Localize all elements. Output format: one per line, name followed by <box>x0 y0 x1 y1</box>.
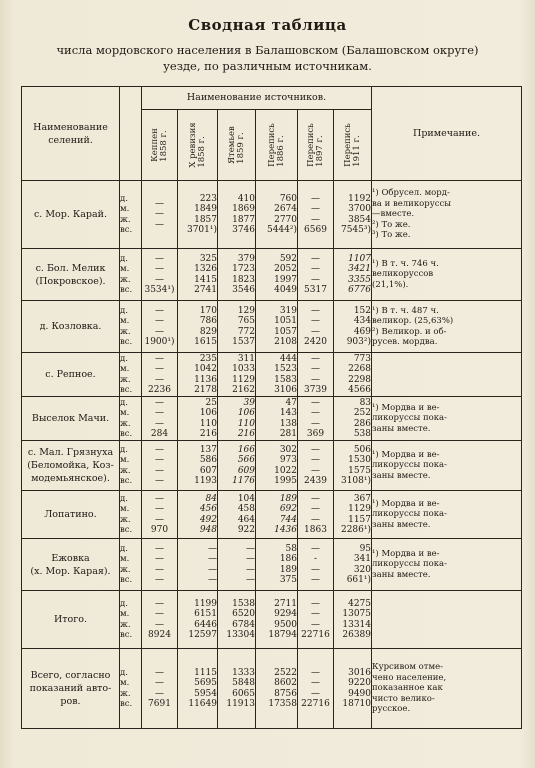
value-cell: — — — 1863 <box>298 491 334 539</box>
table-body <box>22 181 522 729</box>
value-cell: 379 1723 1823 3546 <box>218 249 256 301</box>
value-cell: 302 973 1022 1995 <box>256 441 298 491</box>
value-cell: 311 1033 1129 2162 <box>218 353 256 397</box>
value-cell: 1107 3421 3355 6776 <box>334 249 372 301</box>
value-cell: 1199 6151 6446 12597 <box>178 591 218 649</box>
value-cell: 25 106 110 216 <box>178 397 218 441</box>
category-labels: д. м. ж. вс. <box>120 353 142 397</box>
header-source-2 <box>178 110 218 181</box>
value-cell: 3016 9220 9490 18710 <box>334 649 372 729</box>
value-cell: — — — 22716 <box>298 649 334 729</box>
note-cell: ¹) Мордва и ве- ликоруссы пока- заны вместе. <box>372 491 522 539</box>
value-cell: 592 2052 1997 4049 <box>256 249 298 301</box>
value-cell: — — — 3739 <box>298 353 334 397</box>
table-row <box>22 301 522 353</box>
value-cell: — - — — <box>298 539 334 591</box>
value-cell: 223 1849 1857 3701¹) <box>178 181 218 249</box>
value-cell: — — — 22716 <box>298 591 334 649</box>
category-labels: д. м. ж. вс. <box>120 249 142 301</box>
value-cell: — — — 7691 <box>142 649 178 729</box>
subtitle-line-2: уезде, по различным источникам. <box>163 59 372 73</box>
value-cell: — — — 6569 <box>298 181 334 249</box>
value-cell: — — — 369 <box>298 397 334 441</box>
value-cell: — — — 2439 <box>298 441 334 491</box>
value-cell: 773 2268 2298 4566 <box>334 353 372 397</box>
header-source-label: Кеппен 1858 г. <box>149 128 169 162</box>
value-cell: 83 252 286 538 <box>334 397 372 441</box>
table-row <box>22 249 522 301</box>
note-cell: ¹) Мордва и ве- ликоруссы пока- заны вместе. <box>372 539 522 591</box>
header-source-label: Перепись 1897 г. <box>305 123 325 167</box>
value-cell: 235 1042 1136 2178 <box>178 353 218 397</box>
value-cell: 47 143 138 281 <box>256 397 298 441</box>
place-name: с. Бол. Мелик (Покровское). <box>22 249 120 301</box>
value-cell: 2711 9294 9500 18794 <box>256 591 298 649</box>
value-cell: — — — 2420 <box>298 301 334 353</box>
value-cell: — — — 8924 <box>142 591 178 649</box>
place-name: Ежовка (х. Мор. Карая). <box>22 539 120 591</box>
header-source-4 <box>256 110 298 181</box>
table-row <box>22 649 522 729</box>
value-cell: — — — 5317 <box>298 249 334 301</box>
value-cell: 4275 13075 13314 26389 <box>334 591 372 649</box>
value-cell: — — — 284 <box>142 397 178 441</box>
note-cell: ¹) Мордва и ве- ликоруссы пока- заны вместе. <box>372 441 522 491</box>
place-name: Выселок Мачи. <box>22 397 120 441</box>
place-name: с. Репное. <box>22 353 120 397</box>
value-cell: 367 1129 1157 2286¹) <box>334 491 372 539</box>
value-cell: 95 341 320 661¹) <box>334 539 372 591</box>
header-source-1 <box>142 110 178 181</box>
place-name: с. Мал. Грязнуха (Беломойка, Коз- модемьянское). <box>22 441 120 491</box>
note-cell <box>372 591 522 649</box>
category-labels: д. м. ж. вс. <box>120 591 142 649</box>
place-name: д. Козловка. <box>22 301 120 353</box>
table-row <box>22 353 522 397</box>
note-cell: ¹) В т. ч. 746 ч. великоруссов (21,1%). <box>372 249 522 301</box>
header-source-label: Перепись 1886 г. <box>266 123 286 167</box>
header-source-label: Ятемьев 1859 г. <box>226 126 246 164</box>
table-row <box>22 181 522 249</box>
header-category-blank <box>120 87 142 181</box>
value-cell: 1192 3700 3854 7545³) <box>334 181 372 249</box>
page-title: Сводная таблица <box>188 16 347 34</box>
value-cell: 1115 5695 5954 11649 <box>178 649 218 729</box>
value-cell: 189 692 744 1436 <box>256 491 298 539</box>
value-cell: 1538 6520 6784 13304 <box>218 591 256 649</box>
value-cell: 319 1051 1057 2108 <box>256 301 298 353</box>
value-cell: 39 106 110 216 <box>218 397 256 441</box>
table-row <box>22 491 522 539</box>
note-cell: ¹) Мордва и ве- ликоруссы пока- заны вместе. <box>372 397 522 441</box>
header-source-5 <box>298 110 334 181</box>
value-cell: 444 1523 1583 3106 <box>256 353 298 397</box>
value-cell: 166 566 609 1176 <box>218 441 256 491</box>
header-source-3 <box>218 110 256 181</box>
value-cell: 506 1530 1575 3108¹) <box>334 441 372 491</box>
value-cell: — — — — <box>178 539 218 591</box>
page-subtitle <box>20 42 515 74</box>
note-cell: ¹) В т. ч. 487 ч. великор. (25,63%) ²) Великор. и об- русев. мордва. <box>372 301 522 353</box>
value-cell: 104 458 464 922 <box>218 491 256 539</box>
value-cell: — — — — <box>142 539 178 591</box>
category-labels: д. м. ж. вс. <box>120 397 142 441</box>
value-cell: 410 1869 1877 3746 <box>218 181 256 249</box>
header-sources: Наименование источников. <box>142 87 372 110</box>
header-source-label: Перепись 1911 г. <box>342 123 362 167</box>
value-cell: 84 456 492 948 <box>178 491 218 539</box>
table-row <box>22 539 522 591</box>
value-cell: 170 786 829 1615 <box>178 301 218 353</box>
note-cell <box>372 353 522 397</box>
header-note: Примечание. <box>372 87 522 181</box>
value-cell: 152 434 469 903²) <box>334 301 372 353</box>
place-name: Всего, согласно показаний авто- ров. <box>22 649 120 729</box>
value-cell: 129 765 772 1537 <box>218 301 256 353</box>
summary-table <box>21 86 522 729</box>
place-name: Итого. <box>22 591 120 649</box>
note-cell: ¹) Обрусел. морд- ва и великоруссы —вместе. ²) То же. ³) То же. <box>372 181 522 249</box>
note-cell: Курсивом отме- чено население, показанное как чисто велико- русское. <box>372 649 522 729</box>
category-labels: д. м. ж. вс. <box>120 539 142 591</box>
value-cell: 1333 5848 6065 11913 <box>218 649 256 729</box>
table-row <box>22 397 522 441</box>
table-row <box>22 591 522 649</box>
table-row <box>22 441 522 491</box>
value-cell: — — — 3534¹) <box>142 249 178 301</box>
value-cell: — — — — <box>142 441 178 491</box>
value-cell: — — — <box>142 181 178 249</box>
place-name: Лопатино. <box>22 491 120 539</box>
place-name: с. Мор. Карай. <box>22 181 120 249</box>
category-labels: д. м. ж. вс. <box>120 181 142 249</box>
value-cell: — — — 2236 <box>142 353 178 397</box>
value-cell: 58 186 189 375 <box>256 539 298 591</box>
value-cell: 760 2674 2770 5444²) <box>256 181 298 249</box>
header-source-label: X ревизия 1858 г. <box>187 122 207 168</box>
value-cell: 325 1326 1415 2741 <box>178 249 218 301</box>
subtitle-line-1: числа мордовского населения в Балашовском (Балашовском округе) <box>56 43 479 57</box>
category-labels: д. м. ж. вс. <box>120 649 142 729</box>
category-labels: д. м. ж. вс. <box>120 301 142 353</box>
category-labels: д. м. ж. вс. <box>120 491 142 539</box>
header-source-6 <box>334 110 372 181</box>
header-name: Наименование селений. <box>22 87 120 181</box>
value-cell: 137 586 607 1193 <box>178 441 218 491</box>
value-cell: — — — 970 <box>142 491 178 539</box>
value-cell: — — — 1900¹) <box>142 301 178 353</box>
category-labels: д. м. ж. вс. <box>120 441 142 491</box>
value-cell: 2522 8602 8756 17358 <box>256 649 298 729</box>
value-cell: — — — — <box>218 539 256 591</box>
